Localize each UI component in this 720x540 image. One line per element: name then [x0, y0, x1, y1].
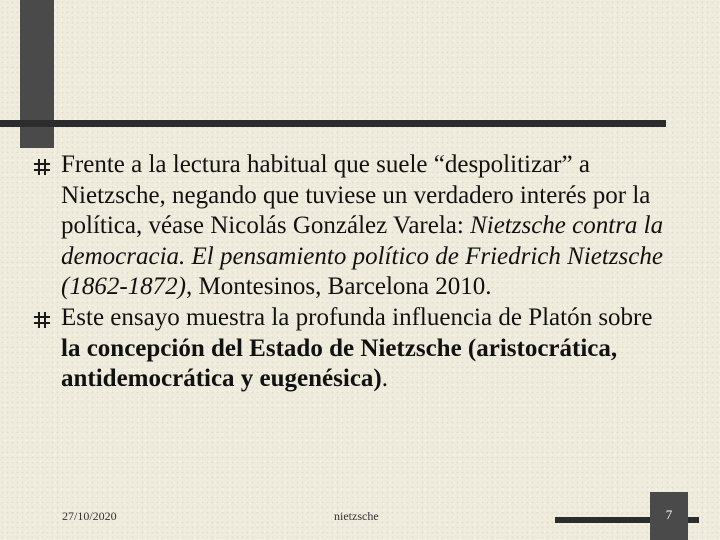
footer-title: nietzsche	[334, 509, 379, 523]
decorative-rule-top	[0, 120, 666, 127]
bullet-1-text-run-1: Frente a la lectura habitual que suele “despolitizar” a Nietzsche, negando que tuviese un verdadero interés por la política, véase Nicolás González Varela:	[61, 151, 651, 240]
hash-bullet-icon	[33, 311, 51, 329]
bullet-2-text-run-1: Este ensayo muestra la profunda influencia de Platón sobre	[61, 303, 653, 331]
bullet-1-book-title: Nietzsche contra la democracia. El pensamiento político de Friedrich Nietzsche (1862-1872)	[61, 212, 664, 301]
footer-date: 27/10/2020	[62, 509, 117, 523]
bullet-item-2	[33, 303, 673, 395]
slide-number: 7	[665, 507, 673, 522]
slide-body	[33, 150, 673, 395]
bullet-2-bold-text: la concepción del Estado de Nietzsche (aristocrática, antidemocrática y eugenésica)	[61, 334, 618, 393]
bullet-1-text-run-3: , Montesinos, Barcelona 2010.	[185, 273, 492, 301]
bullet-item-1	[33, 150, 673, 303]
bullet-2-text-run-3: .	[381, 365, 389, 393]
hash-bullet-icon	[33, 158, 51, 176]
